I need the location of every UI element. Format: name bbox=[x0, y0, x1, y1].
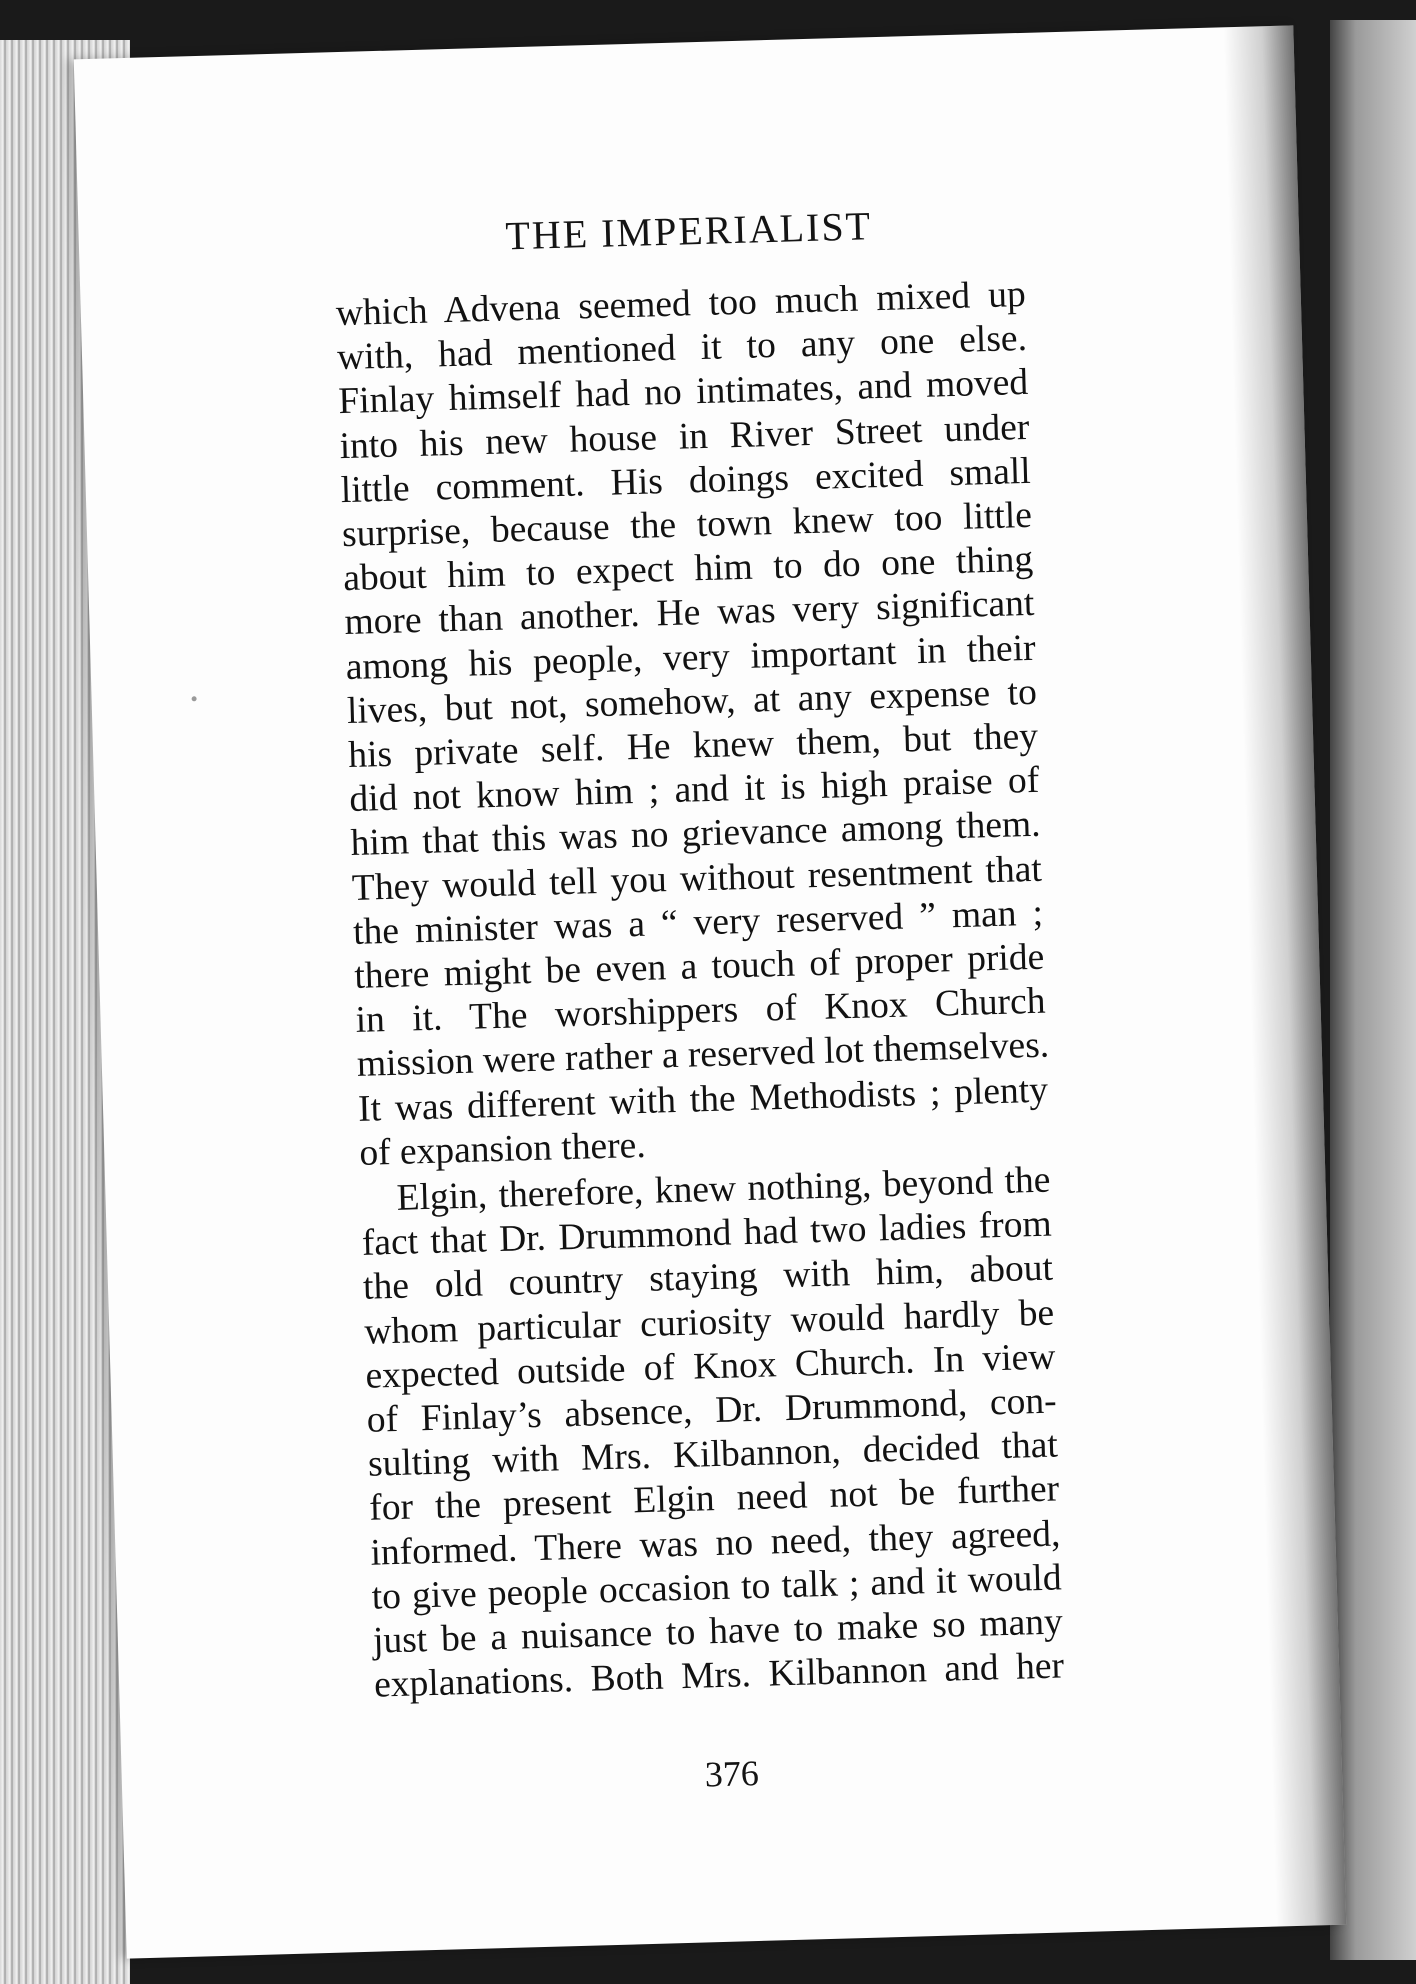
text-line: the old country staying with him, about bbox=[362, 1248, 1054, 1309]
text-line: surprise, because the town knew too little bbox=[341, 494, 1033, 556]
page-number: 376 bbox=[704, 1752, 760, 1795]
text-line: of expansion there. bbox=[358, 1124, 647, 1174]
text-line: into his new house in River Street under bbox=[339, 406, 1030, 467]
text-line: of Finlay’s absence, Dr. Drummond, con- bbox=[366, 1380, 1058, 1441]
text-line: lives, but not, somehow, at any expense to bbox=[346, 671, 1038, 732]
text-line: more than another. He was very significant bbox=[343, 583, 1035, 644]
text-line: in it. The worshippers of Knox Church bbox=[355, 980, 1046, 1042]
gutter-shadow bbox=[1223, 25, 1346, 1926]
running-head: THE IMPERIALIST bbox=[504, 203, 873, 259]
text-line: which Advena seemed too much mixed up bbox=[335, 273, 1027, 335]
book-page bbox=[74, 25, 1347, 1958]
text-line: little comment. His doings excited small bbox=[340, 450, 1032, 511]
text-line: It was different with the Methodists ; plenty bbox=[357, 1069, 1049, 1130]
text-line: among his people, very important in their bbox=[345, 627, 1037, 688]
text-line: explanations. Both Mrs. Kilbannon and her bbox=[373, 1645, 1065, 1706]
text-line: his private self. He knew them, but they bbox=[347, 715, 1039, 777]
text-line: They would tell you without resentment that bbox=[351, 848, 1043, 909]
text-line: informed. There was no need, they agreed, bbox=[369, 1513, 1061, 1574]
text-line: Finlay himself had no intimates, and moved bbox=[337, 362, 1029, 423]
text-line: to give people occasion to talk ; and it would bbox=[371, 1557, 1063, 1618]
text-line: with, had mentioned it to any one else. bbox=[336, 318, 1028, 379]
text-line: mission were rather a reserved lot themselves. bbox=[356, 1025, 1050, 1086]
text-line: just be a nuisance to have to make so many bbox=[372, 1601, 1064, 1662]
facing-page-edge bbox=[1330, 20, 1416, 1960]
text-line: there might be even a touch of proper pride bbox=[353, 936, 1045, 997]
text-line: for the present Elgin need not be further bbox=[368, 1468, 1060, 1530]
text-line: whom particular curiosity would hardly be bbox=[363, 1292, 1055, 1353]
text-line: fact that Dr. Drummond had two ladies from bbox=[361, 1203, 1053, 1265]
text-line: did not know him ; and it is high praise of bbox=[348, 759, 1040, 821]
text-line: about him to expect him to do one thing bbox=[342, 539, 1034, 600]
paper-speck bbox=[192, 696, 197, 701]
body-text bbox=[335, 273, 1064, 1708]
paragraph-2 bbox=[360, 1159, 1065, 1708]
text-line: the minister was a “ very reserved ” man ; bbox=[352, 892, 1044, 953]
text-line: sulting with Mrs. Kilbannon, decided that bbox=[367, 1424, 1059, 1486]
paragraph-1 bbox=[335, 273, 1049, 1176]
text-line: Elgin, therefore, knew nothing, beyond the bbox=[396, 1159, 1051, 1219]
text-line: expected outside of Knox Church. In view bbox=[365, 1336, 1056, 1397]
text-line: him that this was no grievance among them. bbox=[350, 804, 1042, 865]
